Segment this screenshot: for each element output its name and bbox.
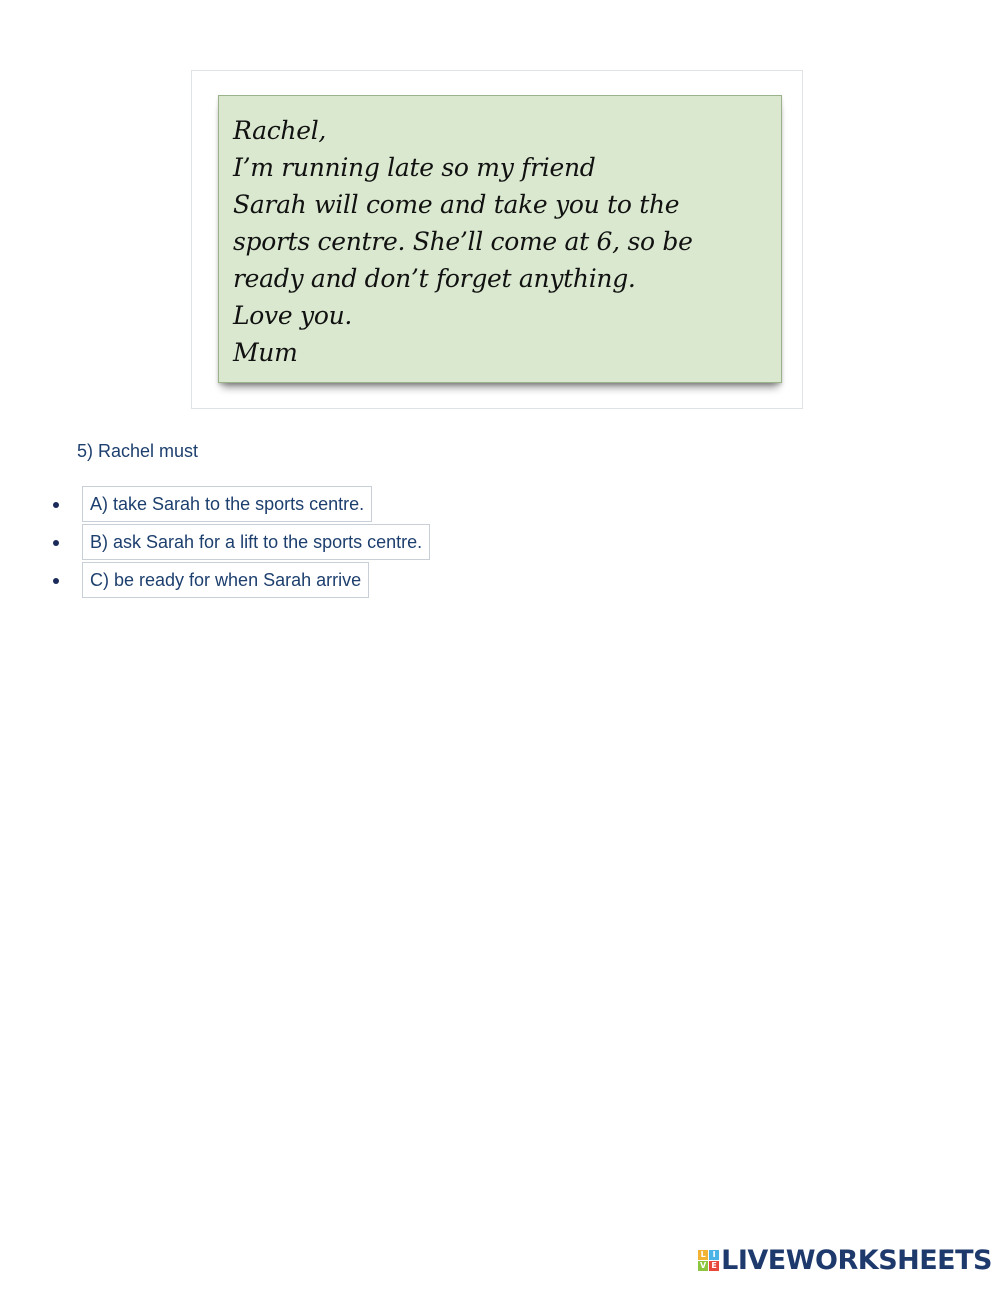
note-line: sports centre. She’ll come at 6, so be [233,227,693,256]
handwritten-note [218,95,782,383]
note-image-frame [191,70,803,409]
bullet-icon [53,540,59,546]
note-line: Love you. [233,301,353,330]
option-c-button[interactable]: C) be ready for when Sarah arrive [82,562,369,598]
option-a-button[interactable]: A) take Sarah to the sports centre. [82,486,372,522]
option-b-button[interactable]: B) ask Sarah for a lift to the sports centre. [82,524,430,560]
logo-tile: E [709,1261,719,1271]
logo-tile: V [700,1261,707,1270]
bullet-icon [53,502,59,508]
note-line: ready and don’t forget anything. [233,264,636,293]
logo-text: LIVEWORKSHEETS [721,1245,992,1276]
logo-tile: L [698,1250,708,1260]
note-line: Rachel, [233,116,327,145]
note-line: Mum [233,338,298,367]
note-text [233,112,775,371]
liveworksheets-logo-icon [698,1250,719,1271]
note-line: Sarah will come and take you to the [233,190,680,219]
note-line: I’m running late so my friend [233,153,596,182]
question-text: 5) Rachel must [77,441,199,461]
liveworksheets-logo [698,1245,992,1276]
logo-tile: I [709,1250,719,1260]
bullet-icon [53,578,59,584]
